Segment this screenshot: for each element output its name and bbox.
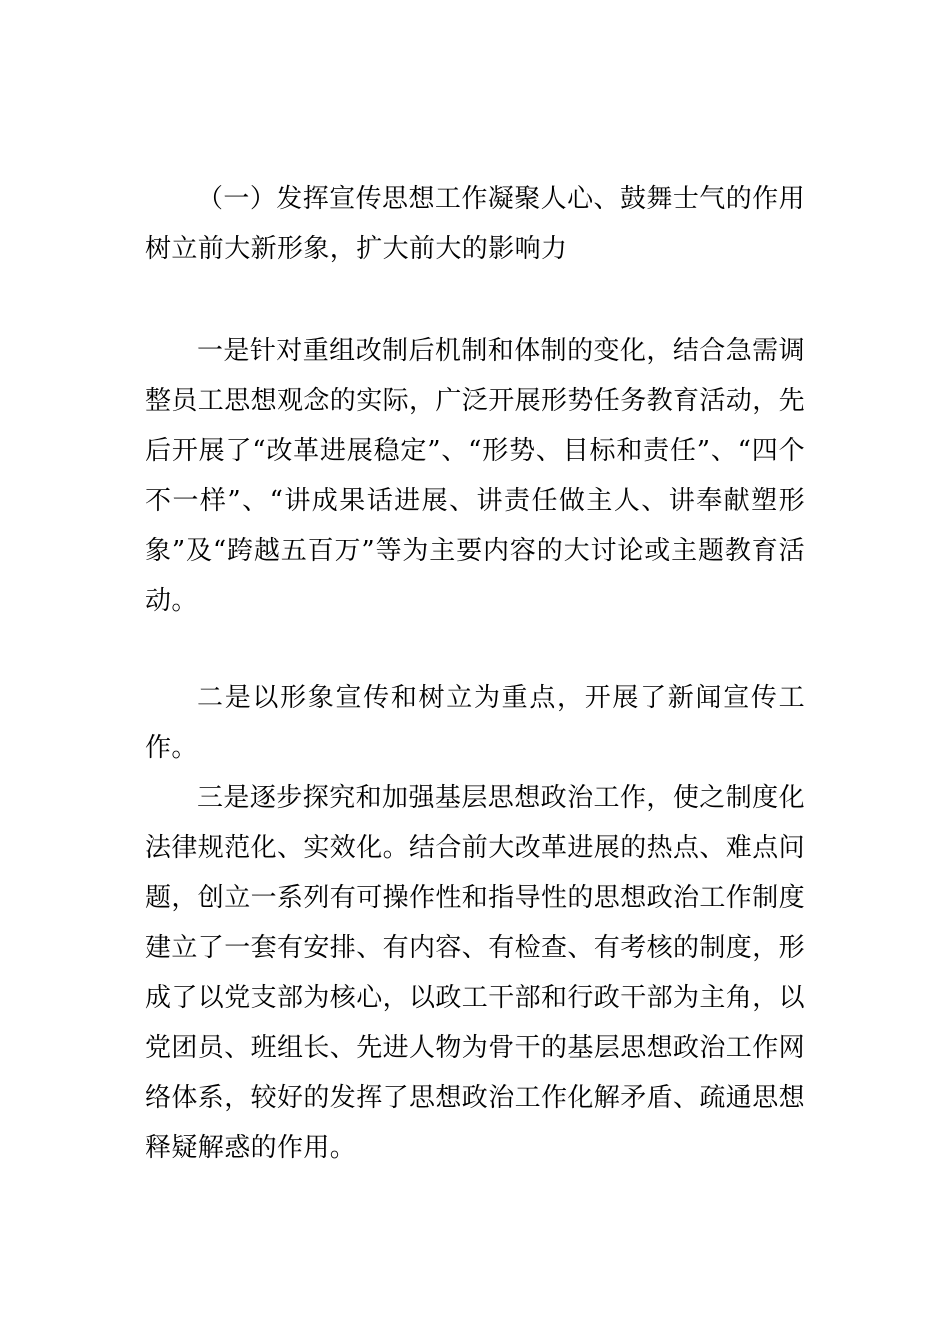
paragraph-three: 三是逐步探究和加强基层思想政治工作，使之制度化法律规范化、实效化。结合前大改革进展的热点、难点问题，创立一系列有可操作性和指导性的思想政治工作制度建立了一套有安排、有内容、有检查、有考核的制度，形成了以党支部为核心，以政工干部和行政干部为主角，以党团员、班组长、先进人物为骨干的基层思想政治工作网络体系，较好的发挥了思想政治工作化解矛盾、疏通思想释疑解惑的作用。 — [145, 783, 806, 1163]
paragraph-two: 二是以形象宣传和树立为重点，开展了新闻宣传工作。 — [145, 683, 805, 763]
section-heading: （一）发挥宣传思想工作凝聚人心、鼓舞士气的作用树立前大新形象，扩大前大的影响力 — [145, 184, 805, 264]
paragraph-one: 一是针对重组改制后机制和体制的变化，结合急需调整员工思想观念的实际，广泛开展形势任务教育活动，先后开展了“改革进展稳定”、“形势、目标和责任”、“四个不一样”、“讲成果话进展、讲责任做主人、讲奉献塑形象”及“跨越五百万”等为主要内容的大讨论或主题教育活动。 — [145, 336, 806, 616]
